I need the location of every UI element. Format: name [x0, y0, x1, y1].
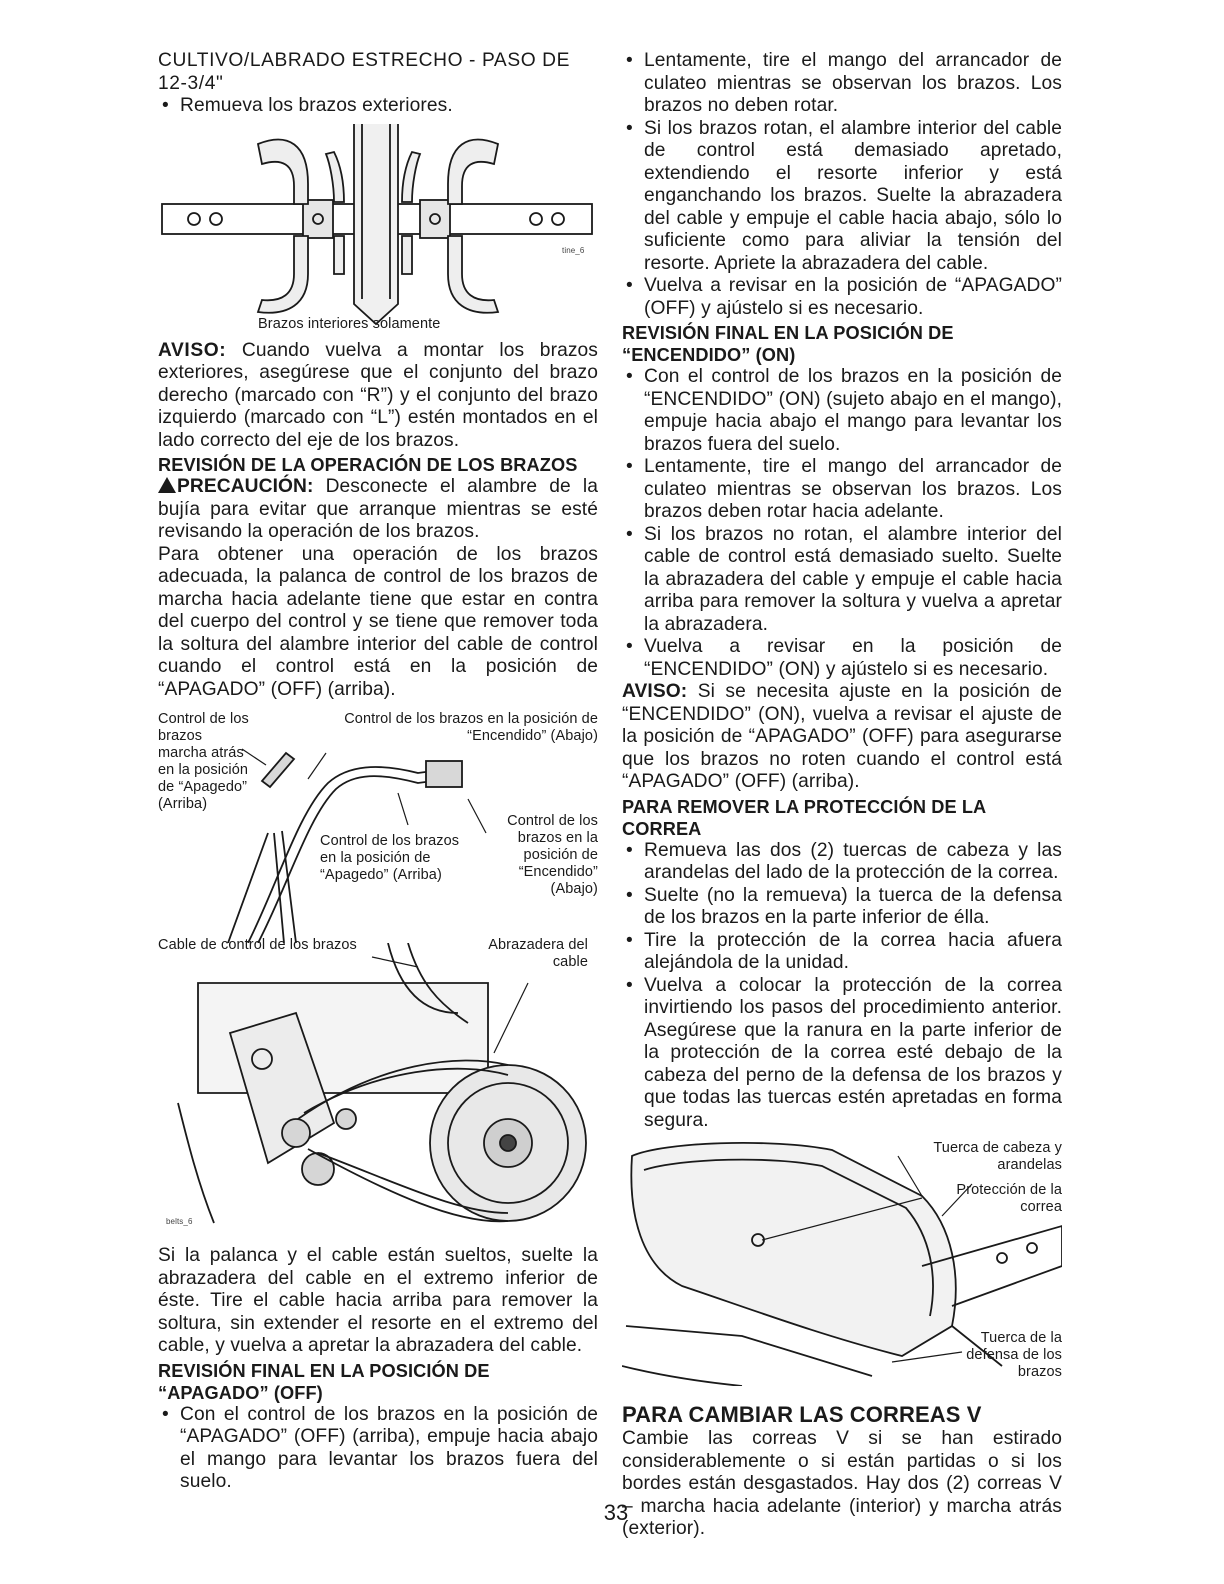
intro-bullet: • Remueva los brazos exteriores.	[158, 95, 598, 118]
warning-triangle-icon	[158, 477, 176, 493]
bullet-on-2: • Lentamente, tire el mango del arrancador de culateo mientras se observan los brazos. Los brazos deben rotar hacia adelante.	[622, 456, 1062, 524]
label-belt-guard: Protección de la correa	[956, 1182, 1062, 1215]
precaucion-text: Desconecte el alambre de la bujía para evitar que arranque mientras se esté revisando la operación de los brazos.	[158, 476, 598, 542]
aviso2-label: AVISO:	[622, 681, 688, 702]
bullet-on-3: • Si los brazos no rotan, el alambre interior del cable de control está demasiado suelto. Suelte la abrazadera del cable y empuje el cable hacia arriba para remover la soltura y vuelva a apretar la abrazadera.	[622, 524, 1062, 637]
bullet-off-2: • Si los brazos rotan, el alambre interior del cable de control está demasiado apretado, extendiendo el resorte inferior y está enganchando los brazos. Suelte la abrazadera del cable y empuje el cable hacia abajo, sólo lo suficiente como para aliviar la tensión del resorte. Apriete la abrazadera del cable.	[622, 118, 1062, 276]
bullet-on-1: • Con el control de los brazos en la posición de “ENCENDIDO” (ON) (sujeto abajo en el mango), empuje hacia abajo el mango para levantar los brazos fuera del suelo.	[622, 366, 1062, 456]
tines-figure-code: tine_6	[562, 245, 585, 255]
precaucion-label: PRECAUCIÓN:	[177, 476, 314, 497]
belt-cable-figure	[158, 937, 598, 1235]
label-control-on-right: Control de los brazos en la posición de “Encendido” (Abajo)	[507, 813, 598, 897]
page-number: 33	[603, 1500, 629, 1525]
bullet-guard-1: • Remueva las dos (2) tuercas de cabeza y las arandelas del lado de la protección de la correa.	[622, 840, 1062, 885]
precaucion-note	[158, 476, 598, 544]
bullet-off-3: • Vuelva a revisar en la posición de “APAGADO” (OFF) y ajústelo si es necesario.	[622, 275, 1062, 320]
handle-controls-figure	[158, 713, 598, 943]
label-reverse-control-off: Control de los brazos marcha atrás en la posición de “Apagedo” (Arriba)	[158, 711, 249, 812]
heading-final-check-on: REVISIÓN FINAL EN LA POSICIÓN DE “ENCENDIDO” (ON)	[622, 323, 954, 365]
aviso-outer-tines	[158, 340, 598, 453]
tines-figure-caption: Brazos interiores solamente	[258, 315, 441, 332]
bullet-guard-2: • Suelte (no la remueva) la tuerca de la defensa de los brazos en la parte inferior de élla.	[622, 885, 1062, 930]
label-tine-shield-nut: Tuerca de la defensa de los brazos	[966, 1330, 1062, 1380]
label-control-on-top: Control de los brazos en la posición de “Encendido” (Abajo)	[344, 711, 598, 744]
aviso2-text: Si se necesita ajuste en la posición de “ENCENDIDO” (ON), vuelva a revisar el ajuste de la posición de “APAGADO” (OFF) para asegurarse que los brazos no roten cuando el control está “APAGADO” (OFF) (arriba).	[622, 681, 1062, 792]
belt-guard-figure	[622, 1136, 1062, 1386]
aviso-label: AVISO:	[158, 339, 227, 361]
tines-illustration	[158, 124, 598, 332]
bullet-final-off: • Con el control de los brazos en la posición de “APAGADO” (OFF) (arriba), empuje hacia abajo el mango para levantar los brazos fuera del suelo.	[158, 1404, 598, 1494]
loose-cable-paragraph: Si la palanca y el cable están sueltos, suelte la abrazadera del cable en el extremo inferior de éste. Tire el cable hacia arriba para remover la soltura, sin extender el resorte en el extremo del cable, y vuelva a apretar la abrazadera del cable.	[158, 1245, 598, 1356]
bullet-on-4: • Vuelva a revisar en la posición de “ENCENDIDO” (ON) y ajústelo si es necesario.	[622, 636, 1062, 681]
label-cable-clamp: Abrazadera del cable	[488, 937, 588, 970]
bullet-guard-3: • Tire la protección de la correa hacia afuera alejándola de la unidad.	[622, 930, 1062, 975]
belt-cable-illustration	[158, 943, 598, 1235]
aviso-text: Cuando vuelva a montar los brazos exteriores, asegúrese que el conjunto del brazo derecho (marcado con “R”) y el conjunto del brazo izquierdo (marcado con “L”) estén montados en el lado correcto del eje de los brazos.	[158, 339, 598, 451]
heading-tine-operation-check: REVISIÓN DE LA OPERACIÓN DE LOS BRAZOS	[158, 455, 578, 475]
bullet-off-1: • Lentamente, tire el mango del arrancador de culateo mientras se observan los brazos. Los brazos no deben rotar.	[622, 50, 1062, 118]
heading-final-check-off: REVISIÓN FINAL EN LA POSICIÓN DE “APAGADO” (OFF)	[158, 1360, 490, 1403]
heading-remove-belt-guard: PARA REMOVER LA PROTECCIÓN DE LA CORREA	[622, 796, 986, 839]
control-adjust-paragraph: Para obtener una operación de los brazos adecuada, la palanca de control de los brazos de marcha hacia adelante tiene que estar en contra del cuerpo del control y se tiene que remover toda la soltura del alambre interior del cable de control cuando el control está en la posición de “APAGADO” (OFF) (arriba).	[158, 543, 598, 700]
bullet-guard-4: • Vuelva a colocar la protección de la correa invirtiendo los pasos del procedimiento anterior. Asegúrese que la ranura en la parte inferior de la protección de la correa esté debajo de la cabeza del perno de la defensa de los brazos y que todas las tuercas estén apretadas en forma segura.	[622, 975, 1062, 1133]
belt-figure-code: belts_6	[166, 1217, 193, 1226]
intro-title: CULTIVO/LABRADO ESTRECHO - PASO DE 12-3/4"	[158, 50, 571, 94]
label-control-off-middle: Control de los brazos en la posición de “Apagedo” (Arriba)	[320, 833, 460, 883]
tines-figure	[158, 124, 598, 332]
label-head-nut-washers: Tuerca de cabeza y arandelas	[933, 1140, 1062, 1173]
label-control-cable: Cable de control de los brazos	[158, 937, 357, 953]
left-column	[158, 50, 598, 1494]
heading-change-v-belts: PARA CAMBIAR LAS CORREAS V	[622, 1402, 982, 1427]
right-column	[622, 50, 1062, 1541]
change-belts-paragraph: Cambie las correas V si se han estirado considerablemente o si están partidas o si los bordes están desgastados. Hay dos (2) correas V – marcha hacia adelante (interior) y marcha atrás (exterior).	[622, 1428, 1062, 1539]
aviso-on-adjust	[622, 681, 1062, 794]
